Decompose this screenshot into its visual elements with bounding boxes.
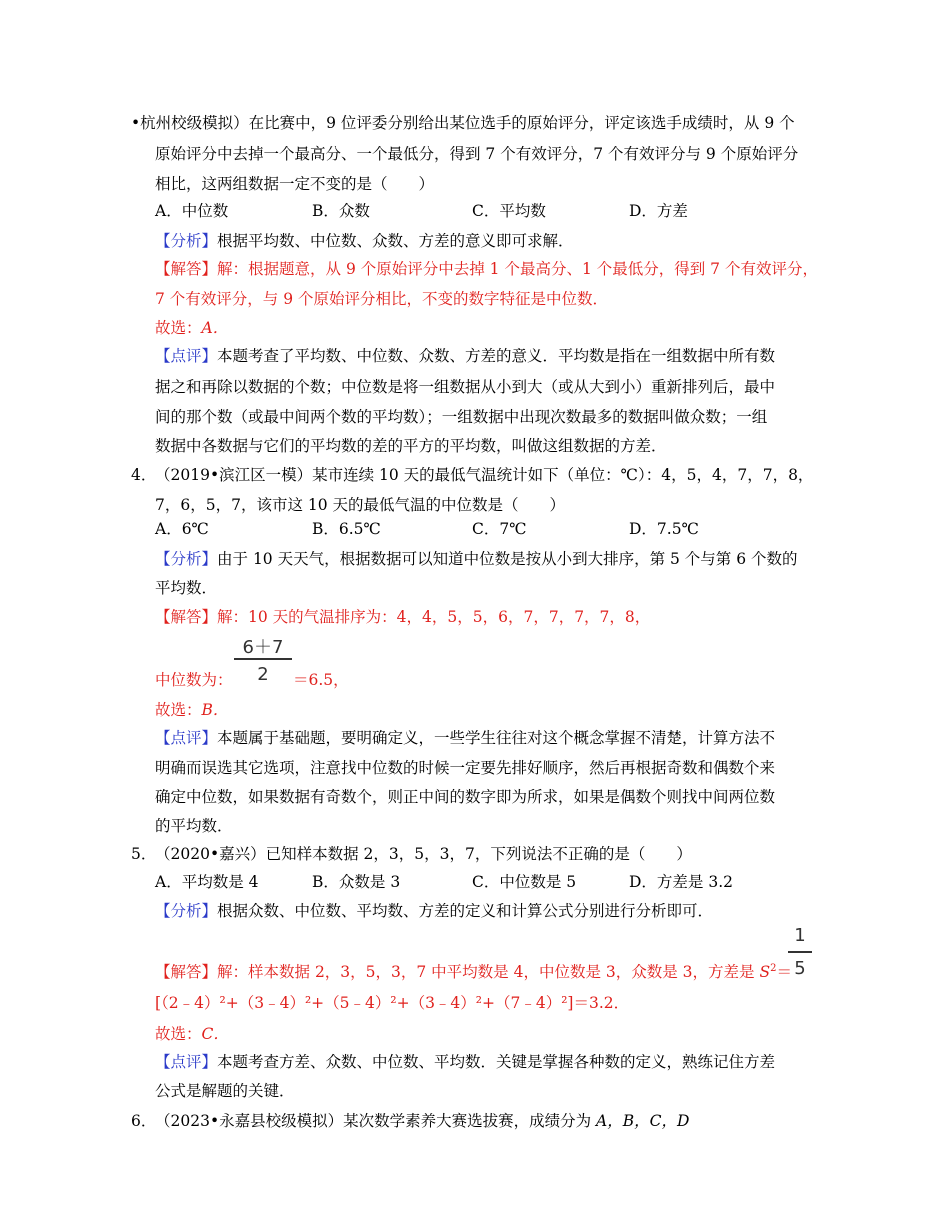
q3-stem-line-1: •杭州校级模拟）在比赛中，9 位评委分别给出某位选手的原始评分，评定该选手成绩时，从 9 个 bbox=[131, 114, 795, 132]
fraction-numerator: 6＋7 bbox=[242, 637, 284, 658]
q5-number: 5． bbox=[131, 845, 157, 863]
q3-comment-line-1 bbox=[155, 346, 775, 366]
analysis-text: 根据平均数、中位数、众数、方差的意义即可求解． bbox=[217, 232, 574, 250]
solution-text: 解：样本数据 2，3，5，3，7 中平均数是 4，中位数是 3，众数是 3，方差是 bbox=[217, 963, 760, 981]
q4-comment-line-4: 的平均数． bbox=[155, 817, 233, 835]
q4-analysis-line-2: 平均数． bbox=[155, 579, 218, 597]
solution-tag: 【解答】 bbox=[155, 608, 218, 626]
q3-option-c: C．平均数 bbox=[472, 202, 546, 220]
analysis-text: 根据众数、中位数、平均数、方差的定义和计算公式分别进行分析即可． bbox=[217, 902, 714, 920]
solution-text: 解：根据题意，从 9 个原始评分中去掉 1 个最高分、1 个最低分，得到 7 个有效评分， bbox=[217, 260, 818, 278]
analysis-tag: 【分析】 bbox=[155, 550, 218, 568]
solution-tag: 【解答】 bbox=[155, 260, 218, 278]
q4-comment-line-3: 确定中位数，如果数据有奇数个，则正中间的数字即为所求，如果是偶数个则找中间两位数 bbox=[155, 788, 776, 806]
answer-label: 故选： bbox=[155, 319, 202, 337]
q3-option-b: B．众数 bbox=[312, 202, 370, 220]
q5-option-c: C．中位数是 5 bbox=[472, 873, 577, 891]
q4-option-a: A．6℃ bbox=[155, 520, 209, 538]
q5-variance-fraction bbox=[788, 925, 812, 983]
q6-stem-line-1 bbox=[155, 1111, 689, 1131]
fraction-bar bbox=[788, 951, 812, 953]
q6-grade-vars: A，B，C，D bbox=[596, 1112, 690, 1130]
q5-comment-line-1 bbox=[155, 1052, 775, 1072]
q5-answer bbox=[155, 1024, 229, 1044]
comment-tag: 【点评】 bbox=[155, 1053, 218, 1071]
fraction-bar bbox=[234, 658, 292, 660]
q4-stem-line-1: （2019•滨江区一模）某市连续 10 天的最低气温统计如下（单位：℃）：4，5，4，7，7，8， bbox=[155, 466, 814, 484]
variance-exponent: 2 bbox=[770, 962, 777, 974]
fraction-denominator: 2 bbox=[257, 664, 269, 685]
q4-median-value: ＝6.5， bbox=[293, 671, 349, 689]
solution-tag: 【解答】 bbox=[155, 963, 218, 981]
q4-comment-line-2: 明确而误选其它选项，注意找中位数的时候一定要先排好顺序，然后再根据奇数和偶数个来 bbox=[155, 759, 776, 777]
q5-option-a: A．平均数是 4 bbox=[155, 873, 259, 891]
q4-solution-line-1 bbox=[155, 607, 650, 627]
q4-comment-line-1 bbox=[155, 728, 775, 748]
q3-comment-line-2: 据之和再除以数据的个数；中位数是将一组数据从小到大（或从大到小）重新排列后，最中 bbox=[155, 378, 776, 396]
q5-option-b: B．众数是 3 bbox=[312, 873, 401, 891]
q5-stem-line-1: （2020•嘉兴）已知样本数据 2，3，5，3，7，下列说法不正确的是（ ） bbox=[155, 845, 692, 863]
variance-symbol: S bbox=[759, 963, 771, 981]
q3-option-a: A．中位数 bbox=[155, 202, 229, 220]
fraction-denominator: 5 bbox=[794, 958, 806, 979]
q4-option-d: D．7.5℃ bbox=[629, 520, 699, 538]
q4-option-b: B．6.5℃ bbox=[312, 520, 381, 538]
answer-choice: B． bbox=[201, 701, 229, 719]
q4-analysis-line-1 bbox=[155, 549, 798, 569]
equals-sign: ＝ bbox=[776, 963, 792, 981]
comment-tag: 【点评】 bbox=[155, 729, 218, 747]
q6-stem-text: （2023•永嘉县校级模拟）某次数学素养大赛选拔赛，成绩分为 bbox=[155, 1112, 597, 1130]
q3-answer bbox=[155, 318, 228, 338]
q4-answer bbox=[155, 700, 228, 720]
answer-label: 故选： bbox=[155, 701, 202, 719]
q3-stem-line-2: 原始评分中去掉一个最高分、一个最低分，得到 7 个有效评分，7 个有效评分与 9 个原始评分 bbox=[155, 145, 799, 163]
q4-option-c: C．7℃ bbox=[472, 520, 527, 538]
q5-analysis bbox=[155, 901, 713, 921]
q6-number: 6． bbox=[131, 1112, 157, 1130]
answer-label: 故选： bbox=[155, 1025, 202, 1043]
analysis-tag: 【分析】 bbox=[155, 232, 218, 250]
solution-text: 解：10 天的气温排序为：4，4，5，5，6，7，7，7，7，8， bbox=[217, 608, 651, 626]
q3-analysis bbox=[155, 231, 574, 251]
q3-solution-line-2: 7 个有效评分，与 9 个原始评分相比，不变的数字特征是中位数． bbox=[155, 290, 609, 308]
q3-comment-line-4: 数据中各数据与它们的平均数的差的平方的平均数，叫做这组数据的方差． bbox=[155, 437, 667, 455]
answer-choice: A． bbox=[201, 319, 229, 337]
analysis-tag: 【分析】 bbox=[155, 902, 218, 920]
comment-text: 本题考查了平均数、中位数、众数、方差的意义．平均数是指在一组数据中所有数 bbox=[217, 347, 776, 365]
q5-comment-line-2: 公式是解题的关键． bbox=[155, 1082, 295, 1100]
comment-tag: 【点评】 bbox=[155, 347, 218, 365]
q3-stem-line-3: 相比，这两组数据一定不变的是（ ） bbox=[155, 175, 435, 193]
q4-stem-line-2: 7，6，5，7，该市这 10 天的最低气温的中位数是（ ） bbox=[155, 496, 566, 514]
answer-choice: C． bbox=[201, 1025, 229, 1043]
q3-option-d: D．方差 bbox=[629, 202, 688, 220]
q4-median-label: 中位数为： bbox=[155, 671, 233, 689]
q4-number: 4． bbox=[131, 466, 157, 484]
q3-solution-line-1 bbox=[155, 259, 818, 279]
comment-text: 本题考查方差、众数、中位数、平均数．关键是掌握各种数的定义，熟练记住方差 bbox=[217, 1053, 776, 1071]
fraction-numerator: 1 bbox=[794, 925, 806, 946]
q5-option-d: D．方差是 3.2 bbox=[629, 873, 734, 891]
q4-median-fraction bbox=[234, 633, 292, 689]
q5-solution-line-2: [（2﹣4）²+（3﹣4）²+（5﹣4）²+（3﹣4）²+（7﹣4）²]＝3.2． bbox=[155, 994, 630, 1012]
comment-text: 本题属于基础题，要明确定义，一些学生往往对这个概念掌握不清楚，计算方法不 bbox=[217, 729, 776, 747]
analysis-text: 由于 10 天天气，根据数据可以知道中位数是按从小到大排序，第 5 个与第 6 个数的 bbox=[217, 550, 798, 568]
q3-comment-line-3: 间的那个数（或最中间两个数的平均数）；一组数据中出现次数最多的数据叫做众数；一组 bbox=[155, 408, 768, 426]
q5-solution-line-1 bbox=[155, 962, 792, 982]
